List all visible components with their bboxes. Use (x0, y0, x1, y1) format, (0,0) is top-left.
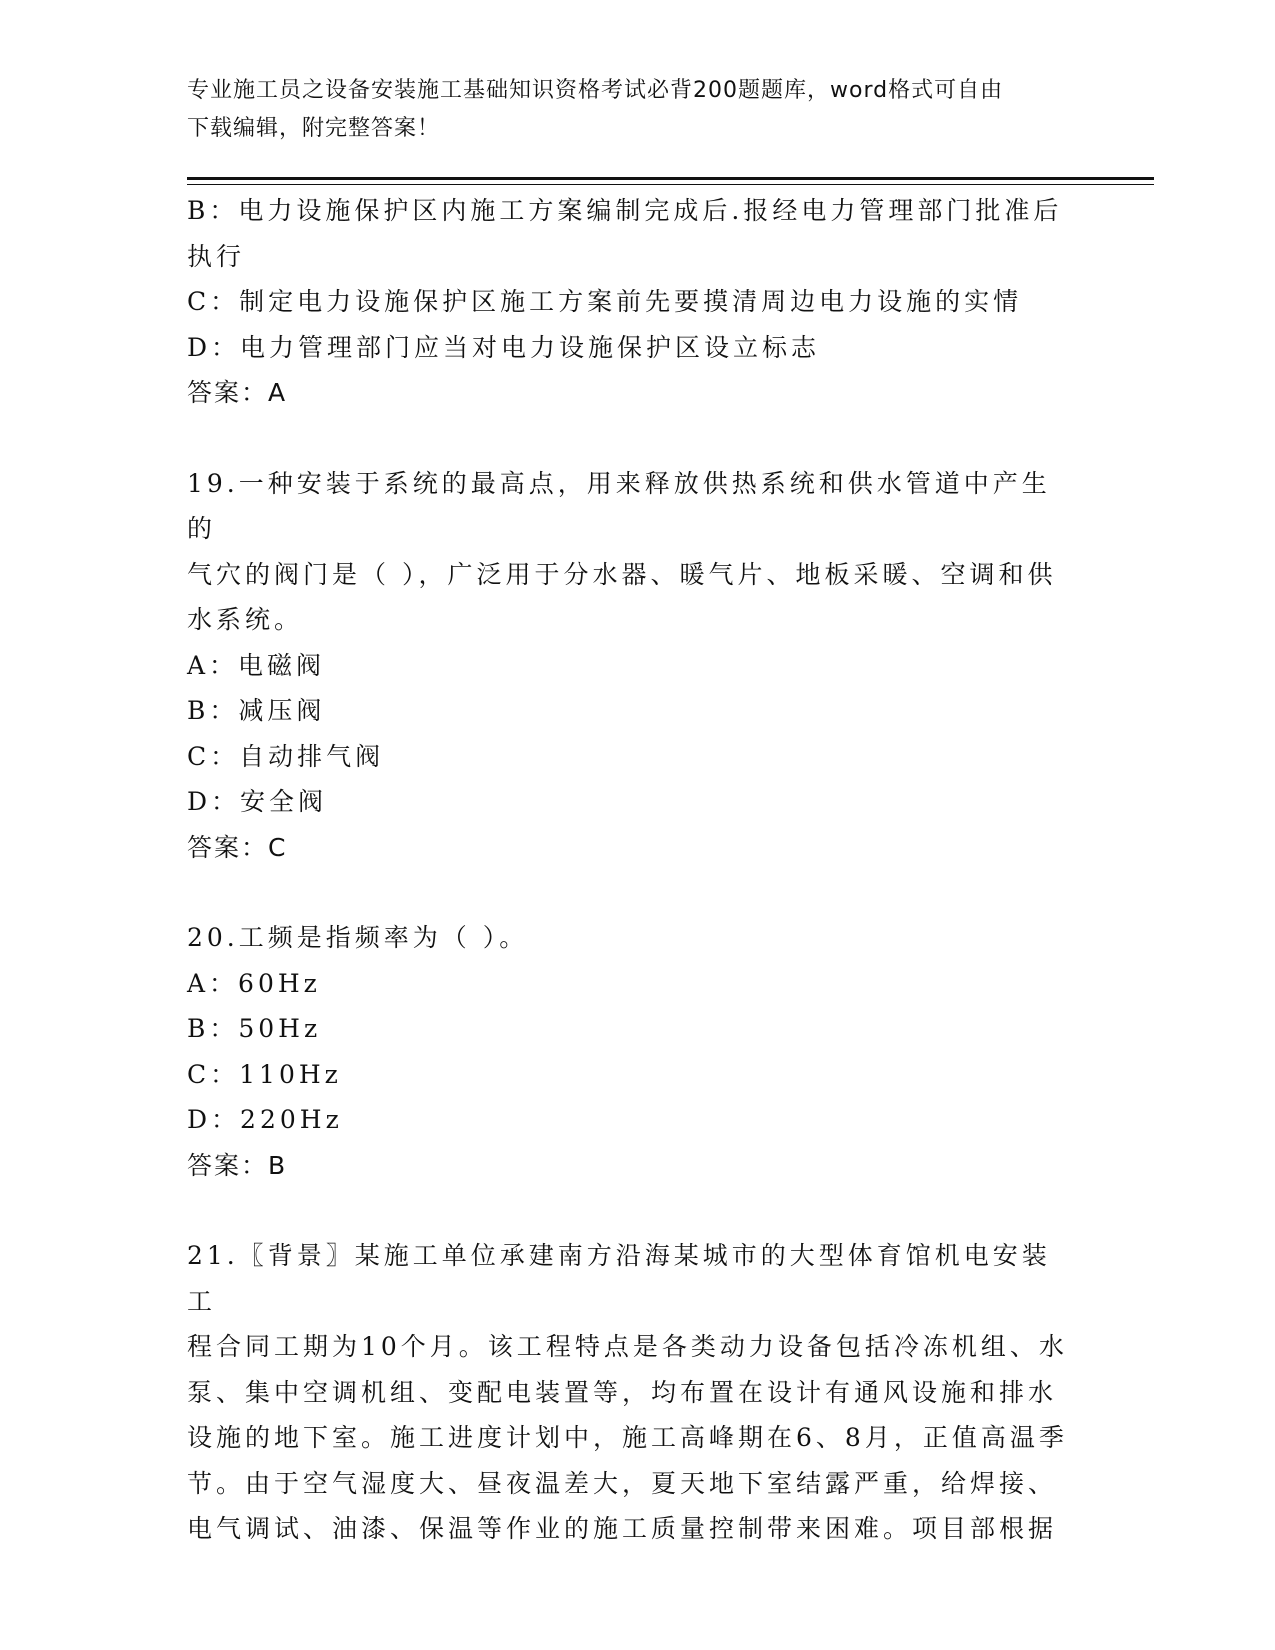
q19-option-d: D：安全阀 (187, 787, 328, 816)
q19-stem-line-3: 水系统。 (187, 605, 304, 634)
q19-option-c: C：自动排气阀 (187, 741, 385, 771)
q18-option-b-line-1: B：电力设施保护区内施工方案编制完成后.报经电力管理部门批准后 (187, 196, 1063, 225)
q20-option-c: C：110Hz (187, 1059, 342, 1089)
q20-option-b: B：50Hz (187, 1014, 322, 1043)
q19-option-b: B：减压阀 (187, 696, 326, 725)
document-body (187, 188, 1077, 1552)
question-18-tail (187, 188, 1077, 416)
header-rule-thick (187, 177, 1154, 180)
header-rule-thin (187, 184, 1154, 185)
q18-answer: 答案：A (187, 378, 288, 407)
question-19 (187, 461, 1077, 871)
q21-line-5: 节。由于空气湿度大、昼夜温差大，夏天地下室结露严重，给焊接、 (187, 1468, 1058, 1498)
q20-answer: 答案：B (187, 1150, 288, 1180)
question-20 (187, 915, 1077, 1188)
document-header (187, 72, 1067, 148)
header-line-2: 下载编辑，附完整答案！ (187, 116, 441, 141)
q21-line-6: 电气调试、油漆、保温等作业的施工质量控制带来困难。项目部根据 (187, 1514, 1058, 1543)
q18-option-d: D：电力管理部门应当对电力设施保护区设立标志 (187, 332, 821, 362)
q21-line-1: 21.〖背景〗某施工单位承建南方沿海某城市的大型体育馆机电安装工 (187, 1241, 1051, 1316)
q21-line-4: 设施的地下室。施工进度计划中，施工高峰期在6、8月，正值高温季 (187, 1423, 1068, 1452)
q20-option-d: D：220Hz (187, 1105, 343, 1134)
spacer (187, 870, 1077, 915)
q20-stem: 20.工频是指频率为（ ）。 (187, 923, 529, 952)
q18-option-b-line-2: 执行 (187, 241, 246, 271)
q19-stem-line-1: 19.一种安装于系统的最高点，用来释放供热系统和供水管道中产生的 (187, 468, 1051, 543)
q18-option-c: C：制定电力设施保护区施工方案前先要摸清周边电力设施的实情 (187, 287, 1023, 316)
q21-line-3: 泵、集中空调机组、变配电装置等，均布置在设计有通风设施和排水 (187, 1377, 1058, 1407)
q20-option-a: A：60Hz (187, 968, 321, 998)
header-line-1: 专业施工员之设备安装施工基础知识资格考试必背200题题库，word格式可自由 (187, 78, 1004, 103)
q19-stem-line-2: 气穴的阀门是（ ），广泛用于分水器、暖气片、地板采暖、空调和供 (187, 559, 1057, 589)
spacer (187, 1188, 1077, 1233)
q19-option-a: A：电磁阀 (187, 650, 326, 680)
spacer (187, 416, 1077, 461)
q19-answer: 答案：C (187, 832, 288, 862)
question-21 (187, 1233, 1077, 1552)
q21-line-2: 程合同工期为10个月。该工程特点是各类动力设备包括冷冻机组、水 (187, 1332, 1068, 1361)
